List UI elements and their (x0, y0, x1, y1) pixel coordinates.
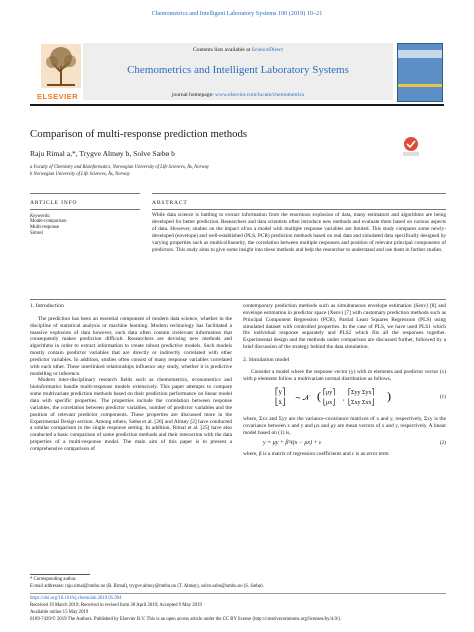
abstract-top-rule (152, 209, 446, 210)
email-addresses[interactable]: E-mail addresses: raju.rimal@nmbu.no (R. Rimal), trygve.almoy@nmbu.no (T. Almøy), solve.sabo@nmbu.no (S. Sæbø). (30, 584, 264, 589)
doi-link[interactable]: https://doi.org/10.1016/j.chemolab.2019.05.004 (30, 596, 122, 601)
article-info-heading: ARTICLE INFO (30, 200, 78, 206)
simulation-paragraph: where, Σxx and Σyy are the variance-covariance matrices of x and y, respectively, Σxy is the covariance between x and y and μx and μy are mean vectors of x and y, respectively. A linear model based on (1) is, (243, 416, 446, 437)
homepage-link[interactable]: www.elsevier.com/locate/chemometrics (215, 92, 305, 98)
online-date: Available online 15 May 2019 (30, 610, 89, 615)
equation-1 (243, 382, 446, 416)
abstract-rule (152, 193, 446, 194)
journal-reference[interactable]: Chemometrics and Intelligent Laboratory Systems 190 (2019) 10–21 (151, 10, 323, 17)
author-list: Raju Rimal a,*, Trygve Almøy b, Solve Sæbø b (30, 149, 175, 158)
article-info-rule (30, 193, 140, 194)
footnote-rule (30, 574, 90, 575)
svg-text:): ) (387, 389, 391, 404)
equation-2-number: (2) (439, 439, 446, 446)
keyword-item: Model-comparison (30, 219, 67, 224)
received-dates: Received 19 March 2019; Received in revised form 30 April 2019; Accepted 9 May 2019 (30, 603, 202, 608)
journal-name: Chemometrics and Intelligent Laboratory Systems (127, 64, 349, 76)
svg-text:⎡y⎤: ⎡y⎤ (275, 388, 286, 397)
right-column (243, 303, 446, 458)
elsevier-tree-logo (37, 40, 85, 100)
contents-line (83, 47, 393, 53)
equation-2-text: y = μy + β^t(x − μx) + ε (263, 439, 322, 446)
svg-text:⎡μy⎤: ⎡μy⎤ (323, 390, 336, 397)
abstract-bottom-rule (30, 299, 446, 300)
section-heading-simulation: 2. Simulation model (243, 356, 290, 363)
keyword-item: Multi-response (30, 225, 60, 231)
footer-rule (30, 593, 446, 594)
methods-paragraph: contemporary prediction methods such as simultaneous envelope estimation (Senv) [8] and envelope estimation in predictor space (Xenv) [7] with customary prediction methods such as Principal Component Regression (PCR), Partial Least Squares Regression (PLS) using simulated dataset with controlled properties. In the case of PLS, we have used PLS1 which fits individual response separately and PLS2 which fits all the responses together. Experimental design and the methods under comparison are discussed further, followed by a brief discussion of the strategy behind the data simulation. (243, 303, 446, 351)
svg-text:(: ( (317, 389, 321, 404)
license-line[interactable]: 0169-7439/© 2019 The Authors. Published by Elsevier B.V. This is an open access article under the CC BY license (http://creativecommons.org/licenses/by/4.0/). (30, 617, 341, 622)
intro-paragraph: Modern inter-disciplinary research fields such as chemometrics, econometrics and bioinformatics handle multi-response models extensively. This paper attempts to compare some multivariate prediction methods based on their prediction performance on linear model data with specific properties. The properties include the correlation between response variables, the correlation between predictor variables, number of predictor variables and the position of relevant predictor components. These properties are discussed more in the Experimental Design section. Among others, Sæbø et al. [26] and Almøy [2] have conducted a similar comparison in the single response setting. In addition, Rimal et al. [25] have also conducted a basic comparison of some prediction methods and their interaction with the data properties of a multi-response model. The main aim of this paper is to present a comprehensive comparison of (30, 377, 232, 452)
header-rule (30, 104, 444, 106)
abstract-heading: ABSTRACT (152, 200, 188, 206)
left-column (30, 303, 232, 453)
article-title: Comparison of multi-response prediction methods (30, 128, 248, 140)
keywords-rule (30, 209, 140, 210)
journal-cover-thumbnail (397, 43, 443, 102)
check-for-updates-icon[interactable] (400, 135, 422, 157)
svg-text:,: , (343, 396, 345, 403)
contents-prefix: Contents lists available at (192, 47, 252, 53)
svg-text:⎣Σxy Σxx⎦: ⎣Σxy Σxx⎦ (348, 400, 375, 407)
affiliation-b: b Norwegian University of Life Sciences, Ås, Norway (30, 172, 130, 177)
simulation-paragraph: where, β is a matrix of regression coefficients and ε is an error term (243, 450, 389, 457)
section-heading-introduction: 1. Introduction (30, 303, 64, 309)
homepage-line (83, 92, 393, 98)
keywords-block (30, 214, 140, 238)
abstract-text: While data science is battling to extract information from the enormous explosion of data, many estimators and algorithms are being developed for better prediction. Researchers and data scientists often introduce new methods and evaluate them based on various aspects of data. However, studies on the impact of/on a model with multiple response variables are limited. This study compares some newly-developed (envelope) and well-established (PLS, PCR) prediction methods based on real data and simulated data specifically designed by varying properties such as multicollinearity, the correlation between multiple responses and position of relevant principal components of predictors. This study aims to give some insight into these methods and help the researcher to understand and use them in further studies. (152, 212, 446, 253)
equation-1-graphic (273, 384, 393, 414)
svg-text:∼ 𝒩: ∼ 𝒩 (295, 394, 310, 403)
intro-paragraph: The prediction has been an essential component of modern data science, whether in the discipline of statistical analysis or machine learning. Modern technology has facilitated a massive explosion of data however, such data often contain irrelevant information that consequently makes prediction difficult. Researchers are devising new methods and algorithms in order to extract information to create robust predictive models. Such models mostly contain predictor variables that are directly or indirectly correlated with other predictor variables. In addition, studies often consist of many response variables correlated with each other. These interlinked relationships influence any study, whether it is predictive modelling or inference. (30, 315, 232, 377)
keywords-label: Keywords: (30, 214, 51, 219)
equation-1-number: (1) (439, 394, 446, 401)
corresponding-author-note: * Corresponding author. (30, 577, 77, 582)
homepage-prefix: journal homepage: (171, 92, 216, 98)
elsevier-wordmark: ELSEVIER (37, 92, 79, 101)
svg-text:⎣x⎦: ⎣x⎦ (275, 398, 286, 407)
affiliation-a: a Faculty of Chemistry and Bioinformatics, Norwegian University of Life Sciences, Ås, Norway (30, 165, 210, 170)
svg-text:⎡Σyy Σyx⎤: ⎡Σyy Σyx⎤ (348, 390, 375, 397)
sciencedirect-link[interactable]: ScienceDirect (251, 47, 284, 53)
keyword-item: Simrel (30, 231, 43, 237)
simulation-paragraph: Consider a model where the response vector (y) with m elements and predictor vector (x) with p elements follow a multivariate normal distribution as follows, (243, 368, 446, 382)
svg-text:⎣μx⎦: ⎣μx⎦ (323, 400, 336, 407)
equation-2 (243, 437, 446, 451)
